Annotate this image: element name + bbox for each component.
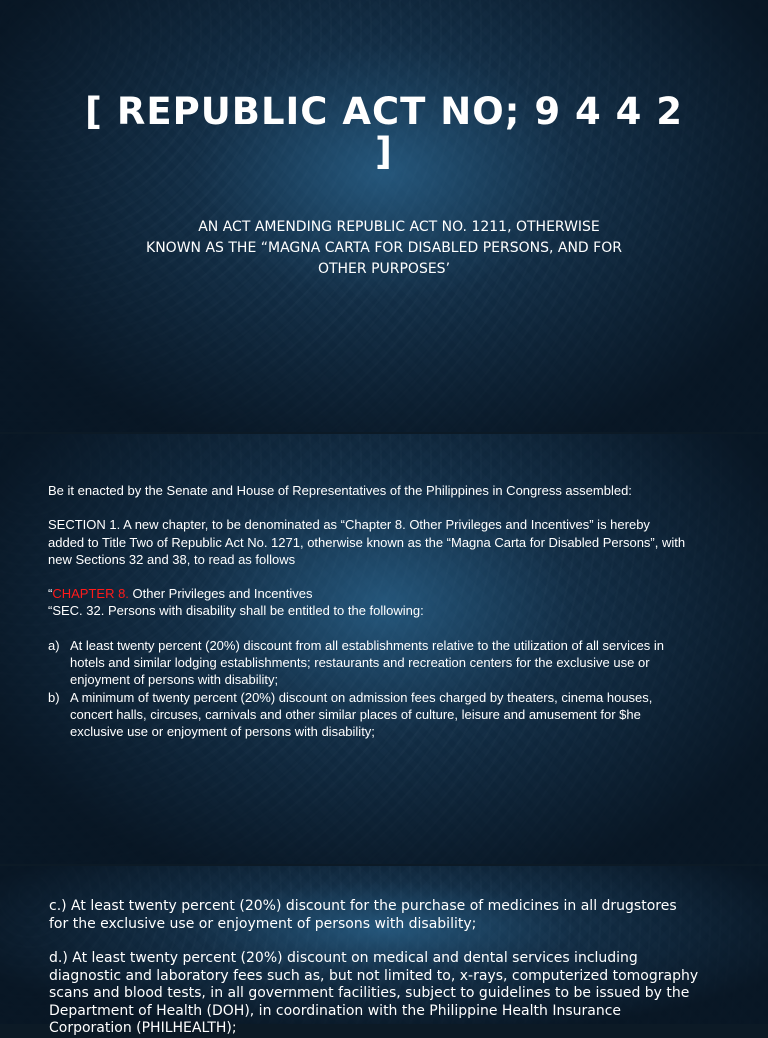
slide-2-body [48, 482, 688, 741]
slide-title [0, 0, 768, 432]
slide-section-32-continued [0, 866, 768, 1036]
list-item-text: A minimum of twenty percent (20%) discount on admission fees charged by theaters, cinema houses, concert halls, circuses, carnivals and other similar places of culture, leisure and amusement for $he exclusive use or enjoyment of persons with disability; [70, 689, 653, 740]
spacer [48, 499, 688, 516]
item-d-paragraph: d.) At least twenty percent (20%) discount on medical and dental services including diagnostic and laboratory fees such as, but not limited to, x-rays, computerized tomography scans and blood tests, in all government facilities, subject to guidelines to be issued by the Department of Health (DOH), in coordination with the Philippine Health Insurance Corporation (PHILHEALTH); [49, 950, 699, 1036]
subtitle-line-3: OTHER PURPOSES’ [317, 261, 451, 277]
list-item-text: At least twenty percent (20%) discount from all establishments relative to the utilization of all services in hotels and similar lodging establishments; restaurants and recreation centers for the exclusive use or enjoyment of persons with disability; [70, 637, 664, 688]
section-1-paragraph: SECTION 1. A new chapter, to be denominated as “Chapter 8. Other Privileges and Incentives” is hereby added to Title Two of Republic Act No. 1271, otherwise known as the “Magna Carta for Disabled Persons”, with new Sections 32 and 38, to read as follows [48, 517, 686, 567]
subtitle-line-2: KNOWN AS THE “MAGNA CARTA FOR DISABLED PERSONS, AND FOR [146, 240, 622, 256]
chapter-heading [48, 585, 688, 602]
item-c-paragraph: c.) At least twenty percent (20%) discount for the purchase of medicines in all drugstores for the exclusive use or enjoyment of persons with disability; [49, 898, 677, 932]
chapter-title: Other Privileges and Incentives [128, 586, 313, 602]
privileges-list [48, 637, 688, 741]
list-marker: b) [48, 689, 60, 705]
slide-3-body [49, 898, 699, 1038]
enacting-clause: Be it enacted by the Senate and House of Representatives of the Philippines in Congress assembled: [48, 483, 632, 498]
spacer [48, 620, 688, 637]
list-item [48, 637, 688, 689]
slide-subtitle [110, 217, 658, 280]
list-item [48, 689, 688, 741]
list-marker: a) [48, 637, 60, 653]
spacer [49, 933, 699, 950]
subtitle-line-1: AN ACT AMENDING REPUBLIC ACT NO. 1211, OTHERWISE [198, 219, 600, 235]
chapter-open-quote: “ [48, 586, 53, 602]
slide-title-heading: [ REPUBLIC ACT NO; 9 4 4 2 ] [85, 90, 683, 173]
chapter-label: CHAPTER 8. [52, 586, 129, 602]
sec-32-heading: “SEC. 32. Persons with disability shall be entitled to the following: [48, 603, 424, 619]
slide-section-1 [0, 434, 768, 864]
spacer [48, 568, 688, 585]
